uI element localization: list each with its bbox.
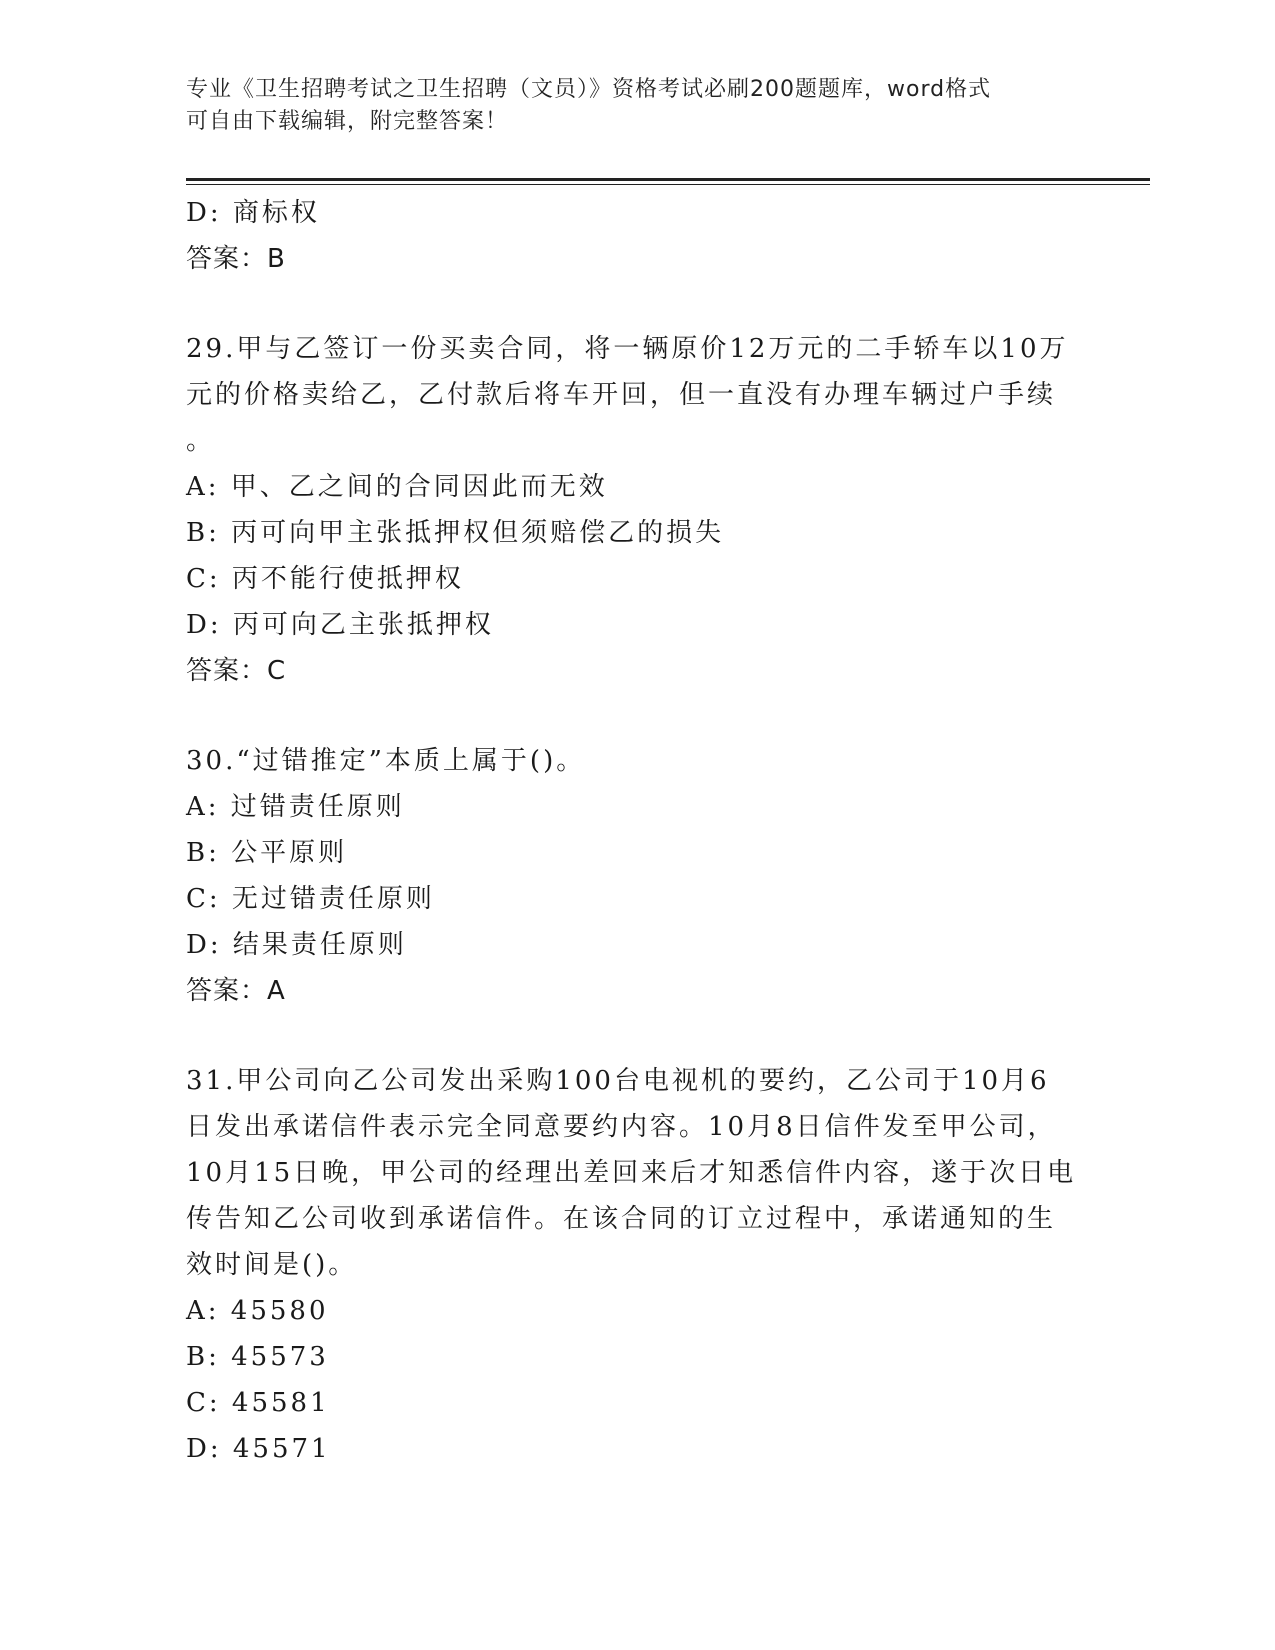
spacer <box>186 1014 1086 1058</box>
question-text-line: 29.甲与乙签订一份买卖合同，将一辆原价12万元的二手轿车以10万 <box>186 334 1069 364</box>
option-c: C: 丙不能行使抵押权 <box>186 564 464 594</box>
option-d: D: 45571 <box>186 1434 331 1464</box>
header-divider-thin <box>186 184 1150 185</box>
question-30 <box>186 738 1086 1014</box>
question-text-line: 元的价格卖给乙，乙付款后将车开回，但一直没有办理车辆过户手续 <box>186 380 1057 410</box>
option-b: B: 丙可向甲主张抵押权但须赔偿乙的损失 <box>186 518 725 548</box>
option-c: C: 45581 <box>186 1388 330 1418</box>
question-text-line: 30.“过错推定”本质上属于()。 <box>186 746 586 776</box>
question-29 <box>186 326 1086 694</box>
option-a: A: 过错责任原则 <box>186 792 405 822</box>
answer: 答案：B <box>186 244 286 274</box>
question-text-line: 日发出承诺信件表示完全同意要约内容。10月8日信件发至甲公司， <box>186 1112 1057 1142</box>
option-d: D: 结果责任原则 <box>186 930 407 960</box>
header-line-1: 专业《卫生招聘考试之卫生招聘（文员）》资格考试必刷200题题库，word格式 <box>186 77 992 102</box>
previous-question-tail <box>186 190 1086 282</box>
option-d: D: 商标权 <box>186 198 320 228</box>
answer: 答案：C <box>186 656 287 686</box>
question-31 <box>186 1058 1086 1472</box>
answer: 答案：A <box>186 976 286 1006</box>
spacer <box>186 694 1086 738</box>
option-a: A: 甲、乙之间的合同因此而无效 <box>186 472 608 502</box>
option-d: D: 丙可向乙主张抵押权 <box>186 610 494 640</box>
question-text-line: 传告知乙公司收到承诺信件。在该合同的订立过程中，承诺通知的生 <box>186 1204 1057 1234</box>
document-body <box>186 190 1086 1472</box>
page-header <box>186 74 1066 138</box>
question-text-line: 31.甲公司向乙公司发出采购100台电视机的要约，乙公司于10月6 <box>186 1066 1050 1096</box>
option-b: B: 45573 <box>186 1342 329 1372</box>
option-c: C: 无过错责任原则 <box>186 884 435 914</box>
question-text-line: 。 <box>186 426 216 456</box>
spacer <box>186 282 1086 326</box>
question-text-line: 效时间是()。 <box>186 1250 358 1280</box>
question-text-line: 10月15日晚，甲公司的经理出差回来后才知悉信件内容，遂于次日电 <box>186 1158 1077 1188</box>
option-a: A: 45580 <box>186 1296 329 1326</box>
header-divider-thick <box>186 178 1150 181</box>
header-line-2: 可自由下载编辑，附完整答案！ <box>186 109 509 134</box>
option-b: B: 公平原则 <box>186 838 348 868</box>
